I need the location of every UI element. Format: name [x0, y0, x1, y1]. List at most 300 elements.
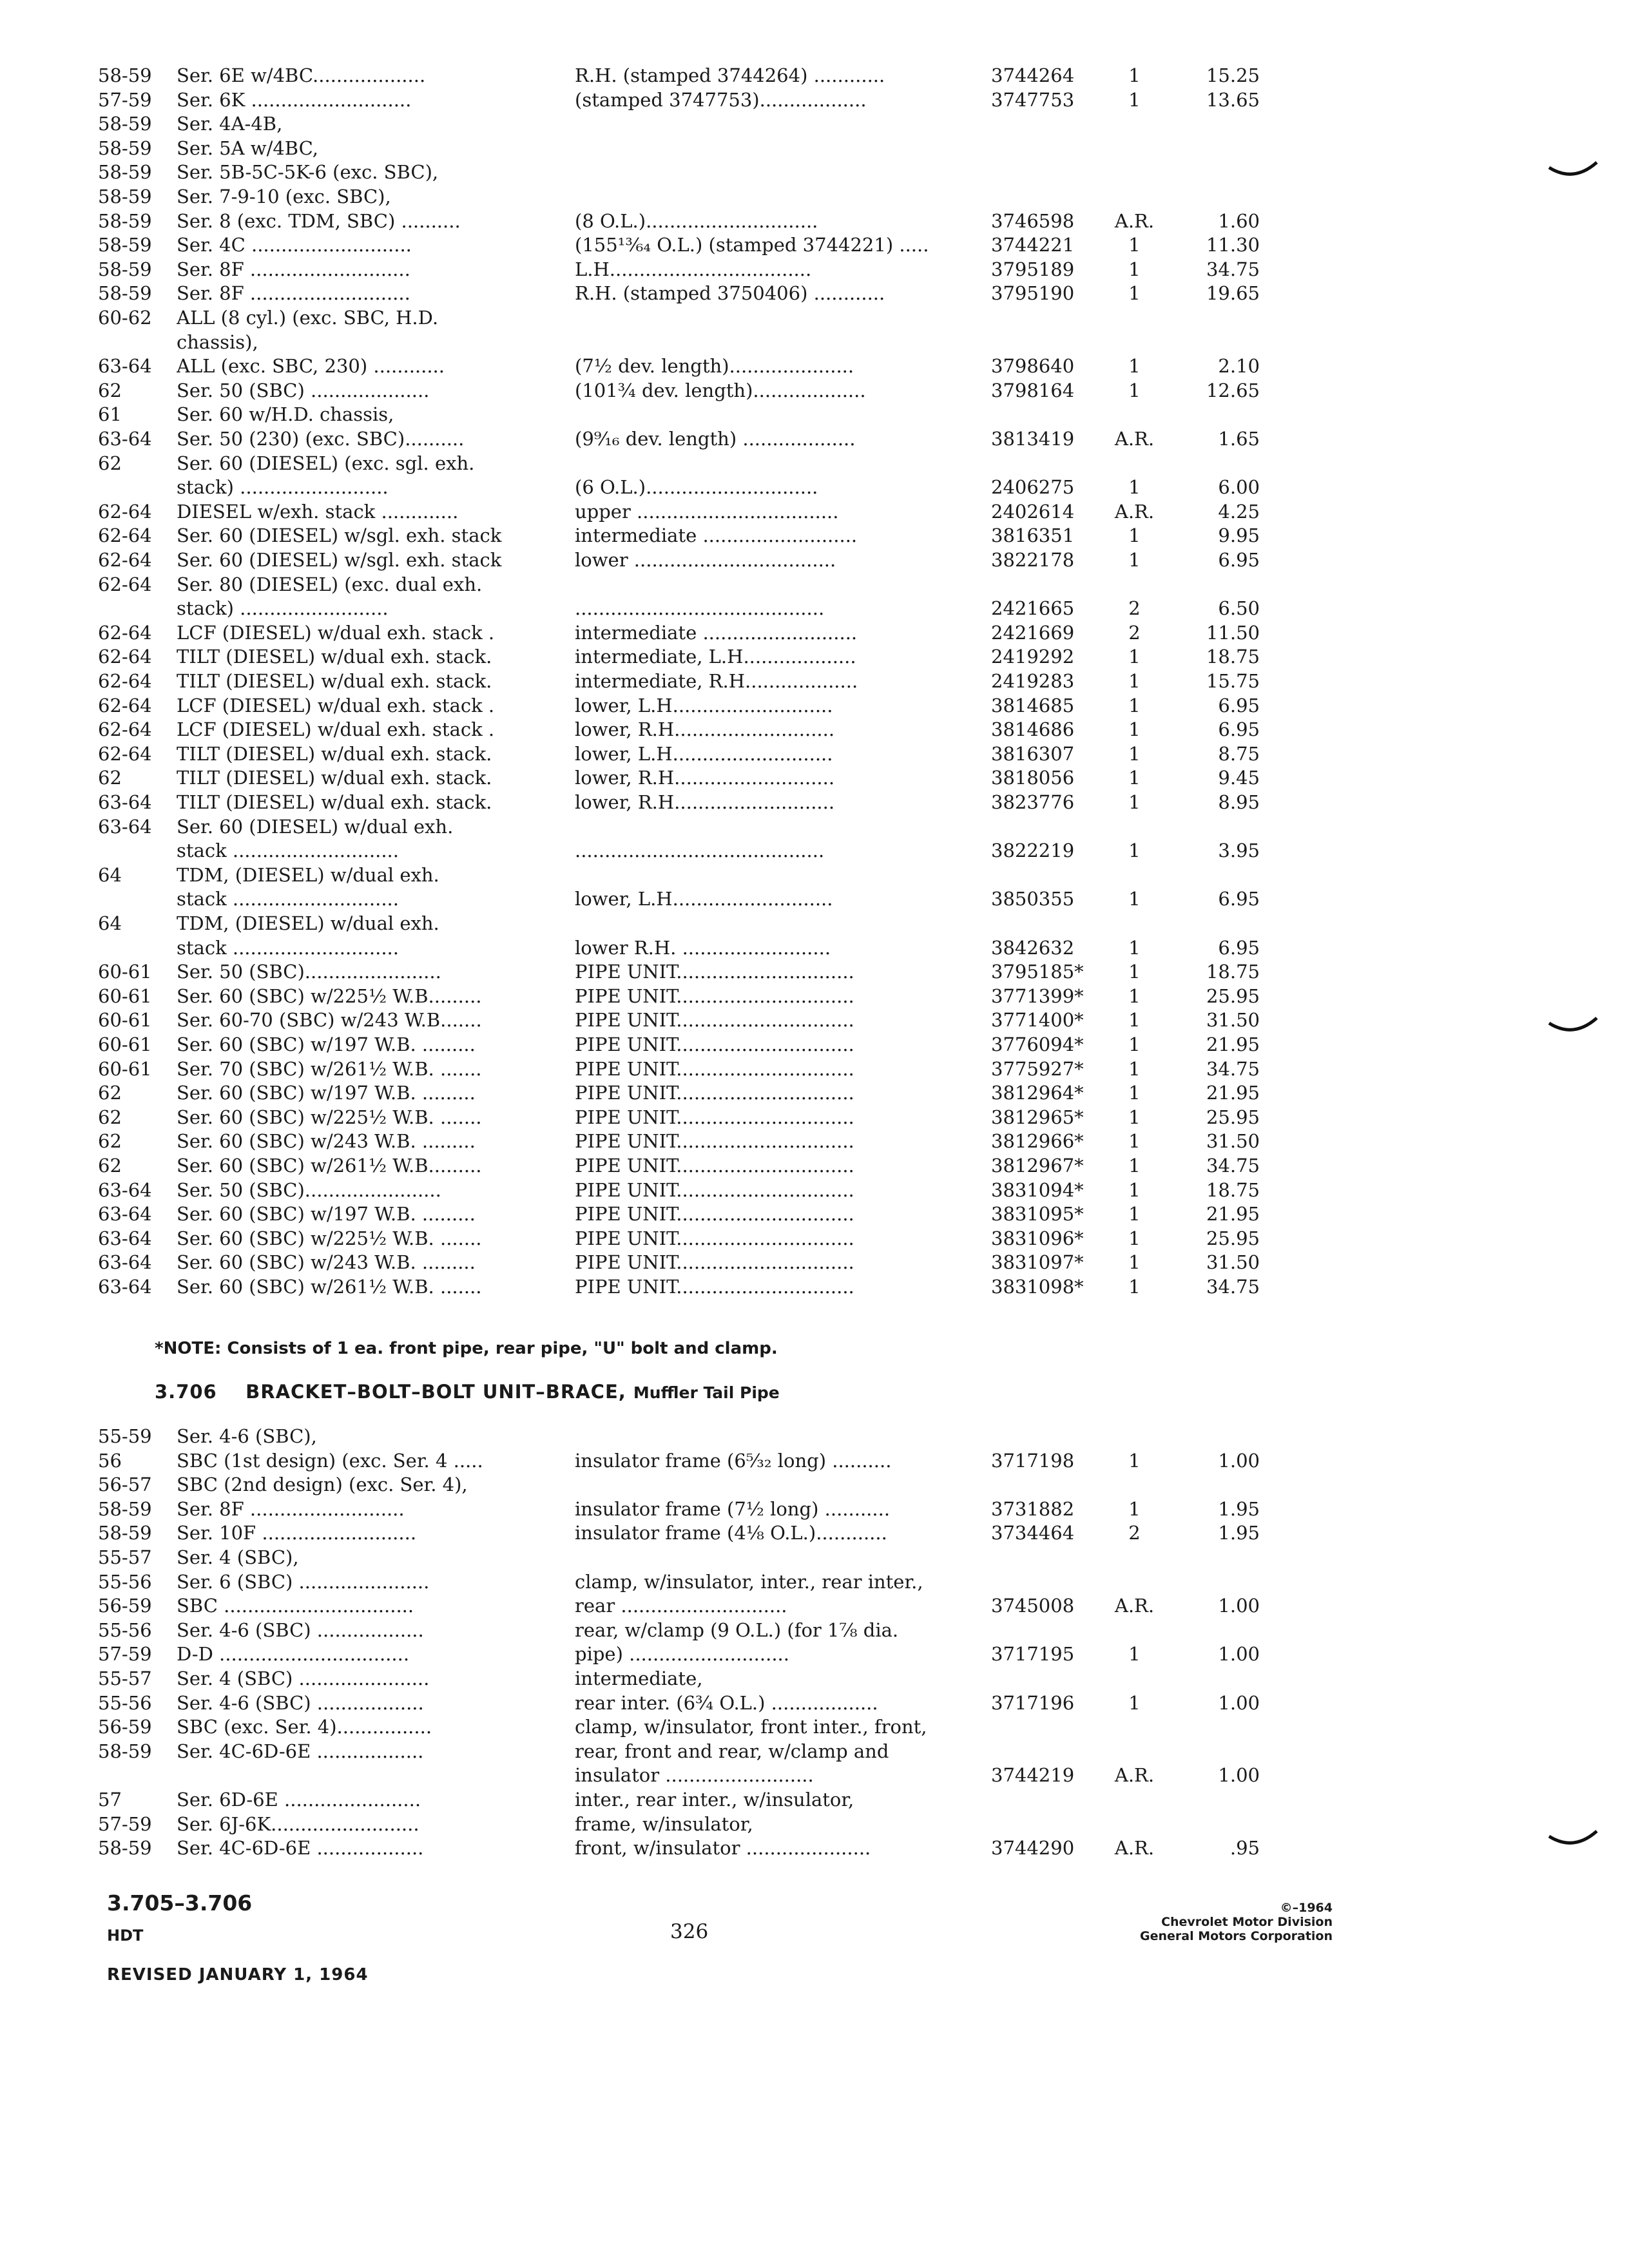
- part-number: 2419292: [991, 646, 1075, 668]
- part-number: 3812967*: [991, 1155, 1084, 1177]
- price: 9.95: [1218, 524, 1260, 547]
- quantity: 2: [1128, 621, 1141, 644]
- part-number: 3734464: [991, 1522, 1075, 1544]
- table-row: [0, 572, 1629, 597]
- quantity: 1: [1128, 1691, 1141, 1714]
- price: 1.00: [1218, 1764, 1260, 1787]
- part-number: 3717196: [991, 1691, 1075, 1714]
- table-row: [0, 1497, 1629, 1521]
- price: 15.25: [1206, 64, 1260, 86]
- model-application: ALL (8 cyl.) (exc. SBC, H.D.: [177, 307, 439, 329]
- price: 1.95: [1218, 1522, 1260, 1544]
- model-application: stack) .........................: [177, 476, 389, 499]
- quantity: 1: [1128, 742, 1141, 765]
- quantity: 2: [1128, 597, 1141, 620]
- quantity: 1: [1128, 936, 1141, 959]
- quantity: A.R.: [1114, 209, 1155, 232]
- year-range: 64: [98, 912, 122, 934]
- model-application: Ser. 60 (DIESEL) w/dual exh.: [177, 815, 454, 838]
- year-range: 62-64: [98, 670, 152, 692]
- price: 19.65: [1206, 282, 1260, 305]
- model-application: SBC ................................: [177, 1595, 414, 1617]
- year-range: 55-56: [98, 1691, 152, 1714]
- part-number: 3812964*: [991, 1082, 1084, 1104]
- table-row: [0, 499, 1629, 524]
- table-row: [0, 354, 1629, 378]
- table-row: [0, 838, 1629, 863]
- table-row: [0, 742, 1629, 766]
- year-range: 57-59: [98, 1643, 152, 1666]
- model-application: Ser. 4A-4B,: [177, 113, 283, 135]
- table-row: [0, 548, 1629, 572]
- model-application: Ser. 60 (DIESEL) (exc. sgl. exh.: [177, 452, 475, 474]
- model-application: Ser. 4-6 (SBC),: [177, 1425, 317, 1447]
- part-description: (155¹³⁄₆₄ O.L.) (stamped 3744221) .....: [575, 234, 929, 256]
- model-application: Ser. 7-9-10 (exc. SBC),: [177, 186, 391, 207]
- model-application: ALL (exc. SBC, 230) ............: [177, 355, 445, 378]
- year-range: 63-64: [98, 1276, 152, 1298]
- year-range: 62-64: [98, 500, 152, 523]
- price: 1.00: [1218, 1595, 1260, 1617]
- table-row: [0, 427, 1629, 451]
- table-row: [0, 1178, 1629, 1202]
- year-range: 56: [98, 1449, 122, 1472]
- part-number: 3816307: [991, 742, 1075, 765]
- part-number: 3831098*: [991, 1276, 1084, 1298]
- part-description: PIPE UNIT..............................: [575, 961, 854, 983]
- table-row: [0, 136, 1629, 160]
- quantity: 1: [1128, 1009, 1141, 1032]
- quantity: 1: [1128, 670, 1141, 692]
- model-application: Ser. 50 (SBC) ....................: [177, 379, 430, 401]
- model-application: Ser. 50 (230) (exc. SBC)..........: [177, 428, 465, 450]
- model-application: Ser. 80 (DIESEL) (exc. dual exh.: [177, 573, 483, 595]
- part-description: pipe) ...........................: [575, 1643, 789, 1666]
- part-description: (7½ dev. length).....................: [575, 355, 854, 378]
- part-description: rear ............................: [575, 1595, 787, 1617]
- part-description: insulator frame (4⅛ O.L.)............: [575, 1522, 887, 1544]
- part-description: intermediate,: [575, 1667, 703, 1689]
- model-application: stack ............................: [177, 840, 399, 862]
- table-row: [0, 1570, 1629, 1594]
- year-range: 62: [98, 1155, 122, 1177]
- quantity: 1: [1128, 1130, 1141, 1153]
- price: 34.75: [1206, 258, 1260, 280]
- table-row: [0, 1226, 1629, 1251]
- part-number: 3795189: [991, 258, 1075, 280]
- price: 6.50: [1218, 597, 1260, 620]
- price: 3.95: [1218, 840, 1260, 862]
- model-application: Ser. 8F ..........................: [177, 1497, 405, 1520]
- part-number: 3850355: [991, 888, 1075, 910]
- part-number: 3747753: [991, 88, 1075, 111]
- part-number: 3744221: [991, 234, 1075, 256]
- price: 25.95: [1206, 1106, 1260, 1128]
- part-description: ..........................................: [575, 840, 825, 862]
- year-range: 56-57: [98, 1474, 152, 1496]
- table-row: [0, 1129, 1629, 1153]
- price: 13.65: [1206, 88, 1260, 111]
- price: 1.95: [1218, 1497, 1260, 1520]
- year-range: 58-59: [98, 234, 152, 256]
- quantity: 1: [1128, 1251, 1141, 1274]
- price: 2.10: [1218, 355, 1260, 378]
- year-range: 55-57: [98, 1667, 152, 1689]
- model-application: Ser. 4-6 (SBC) ..................: [177, 1619, 424, 1641]
- table-row: [0, 330, 1629, 354]
- quantity: 1: [1128, 1497, 1141, 1520]
- part-description: lower R.H. .........................: [575, 936, 831, 959]
- part-number: 3822178: [991, 549, 1075, 571]
- part-number: 3822219: [991, 840, 1075, 862]
- year-range: 55-57: [98, 1546, 152, 1568]
- footnote: *NOTE: Consists of 1 ea. front pipe, rear pipe, "U" bolt and clamp.: [155, 1339, 778, 1358]
- price: 8.75: [1218, 742, 1260, 765]
- part-description: PIPE UNIT..............................: [575, 1227, 854, 1249]
- year-range: 60-61: [98, 1033, 152, 1055]
- model-application: Ser. 5A w/4BC,: [177, 137, 319, 159]
- quantity: 1: [1128, 1155, 1141, 1177]
- table-row: [0, 1448, 1629, 1473]
- model-application: Ser. 4C-6D-6E ..................: [177, 1837, 424, 1860]
- part-description: insulator frame (7½ long) ...........: [575, 1497, 891, 1520]
- table-row: [0, 1081, 1629, 1105]
- part-description: L.H..................................: [575, 258, 812, 280]
- price: 6.95: [1218, 718, 1260, 741]
- price: 21.95: [1206, 1082, 1260, 1104]
- part-description: clamp, w/insulator, inter., rear inter.,: [575, 1570, 923, 1593]
- part-description: PIPE UNIT..............................: [575, 1178, 854, 1201]
- year-range: 64: [98, 863, 122, 886]
- part-number: 3812966*: [991, 1130, 1084, 1153]
- year-range: 63-64: [98, 791, 152, 813]
- part-description: lower, L.H...........................: [575, 694, 833, 716]
- quantity: 1: [1128, 88, 1141, 111]
- part-number: 3744290: [991, 1837, 1075, 1860]
- price: 31.50: [1206, 1251, 1260, 1274]
- table-row: [0, 693, 1629, 718]
- price: 1.00: [1218, 1643, 1260, 1666]
- year-range: 58-59: [98, 64, 152, 86]
- year-range: 58-59: [98, 186, 152, 207]
- model-application: Ser. 60 (SBC) w/225½ W.B.........: [177, 985, 482, 1007]
- section-number: 3.706: [155, 1381, 217, 1403]
- model-application: Ser. 8F ...........................: [177, 282, 410, 305]
- part-description: (stamped 3747753)..................: [575, 88, 867, 111]
- price: 18.75: [1206, 646, 1260, 668]
- part-description: PIPE UNIT..............................: [575, 1155, 854, 1177]
- table-row: [0, 184, 1629, 209]
- part-number: 3795190: [991, 282, 1075, 305]
- model-application: TILT (DIESEL) w/dual exh. stack.: [177, 791, 492, 813]
- table-row: [0, 1008, 1629, 1032]
- part-description: intermediate, R.H...................: [575, 670, 858, 692]
- part-description: ..........................................: [575, 597, 825, 620]
- part-number: 3717195: [991, 1643, 1075, 1666]
- model-application: Ser. 60 (SBC) w/243 W.B. .........: [177, 1251, 476, 1274]
- table-row: [0, 1250, 1629, 1274]
- table-row: [0, 765, 1629, 790]
- part-description: rear, w/clamp (9 O.L.) (for 1⅞ dia.: [575, 1619, 899, 1641]
- publisher-corporation: General Motors Corporation: [1140, 1929, 1333, 1943]
- quantity: 1: [1128, 840, 1141, 862]
- part-number: 2421669: [991, 621, 1075, 644]
- part-description: (9⁹⁄₁₆ dev. length) ...................: [575, 428, 856, 450]
- model-application: Ser. 60 (SBC) w/225½ W.B. .......: [177, 1106, 482, 1128]
- part-description: lower, L.H...........................: [575, 742, 833, 765]
- table-row: [0, 596, 1629, 620]
- quantity: 1: [1128, 1276, 1141, 1298]
- quantity: 2: [1128, 1522, 1141, 1544]
- table-row: [0, 1691, 1629, 1715]
- part-description: intermediate ..........................: [575, 621, 858, 644]
- model-application: Ser. 60 (SBC) w/261½ W.B. .......: [177, 1276, 482, 1298]
- quantity: 1: [1128, 1033, 1141, 1055]
- quantity: 1: [1128, 694, 1141, 716]
- table-row: [0, 475, 1629, 499]
- year-range: 60-61: [98, 1009, 152, 1032]
- model-application: Ser. 6K ...........................: [177, 88, 412, 111]
- part-description: R.H. (stamped 3744264) ............: [575, 64, 885, 86]
- table-row: [0, 1642, 1629, 1666]
- part-description: rear inter. (6¾ O.L.) ..................: [575, 1691, 878, 1714]
- part-description: intermediate, L.H...................: [575, 646, 856, 668]
- table-row: [0, 620, 1629, 645]
- table-row: [0, 1836, 1629, 1860]
- quantity: 1: [1128, 379, 1141, 401]
- binder-mark: [1548, 1830, 1598, 1849]
- part-number: 3818056: [991, 767, 1075, 789]
- part-description: R.H. (stamped 3750406) ............: [575, 282, 885, 305]
- model-application: TILT (DIESEL) w/dual exh. stack.: [177, 742, 492, 765]
- year-range: 55-59: [98, 1425, 152, 1447]
- part-number: 2402614: [991, 500, 1075, 523]
- part-number: 2421665: [991, 597, 1075, 620]
- year-range: 62-64: [98, 646, 152, 668]
- price: 34.75: [1206, 1155, 1260, 1177]
- model-application: Ser. 10F ..........................: [177, 1522, 417, 1544]
- table-row: [0, 717, 1629, 742]
- part-number: 3775927*: [991, 1057, 1084, 1080]
- model-application: DIESEL w/exh. stack .............: [177, 500, 459, 523]
- year-range: 58-59: [98, 1497, 152, 1520]
- price: 4.25: [1218, 500, 1260, 523]
- part-number: 3814686: [991, 718, 1075, 741]
- table-row: [0, 1105, 1629, 1129]
- year-range: 55-56: [98, 1570, 152, 1593]
- table-row: [0, 88, 1629, 112]
- part-number: 3842632: [991, 936, 1075, 959]
- publisher-division: Chevrolet Motor Division: [1161, 1915, 1333, 1929]
- price: 34.75: [1206, 1057, 1260, 1080]
- price: 1.00: [1218, 1691, 1260, 1714]
- year-range: 63-64: [98, 1203, 152, 1225]
- part-number: 3745008: [991, 1595, 1075, 1617]
- part-number: 3744219: [991, 1764, 1075, 1787]
- part-number: 3744264: [991, 64, 1075, 86]
- year-range: 60-61: [98, 961, 152, 983]
- part-number: 3731882: [991, 1497, 1075, 1520]
- price: 21.95: [1206, 1033, 1260, 1055]
- part-number: 3771400*: [991, 1009, 1084, 1032]
- table-row: [0, 1787, 1629, 1812]
- table-row: [0, 1618, 1629, 1642]
- quantity: 1: [1128, 476, 1141, 499]
- price: 31.50: [1206, 1130, 1260, 1153]
- year-range: 58-59: [98, 1522, 152, 1544]
- footer-publisher: [1140, 1901, 1333, 1943]
- quantity: 1: [1128, 985, 1141, 1007]
- part-description: lower, R.H...........................: [575, 718, 835, 741]
- year-range: 62: [98, 767, 122, 789]
- part-description: PIPE UNIT..............................: [575, 1203, 854, 1225]
- part-description: (8 O.L.).............................: [575, 209, 818, 232]
- part-number: 3831096*: [991, 1227, 1084, 1249]
- year-range: 61: [98, 403, 122, 426]
- year-range: 60-62: [98, 307, 152, 329]
- year-range: 58-59: [98, 137, 152, 159]
- table-row: [0, 160, 1629, 184]
- year-range: 57-59: [98, 88, 152, 111]
- table-row: [0, 209, 1629, 233]
- part-number: 3812965*: [991, 1106, 1084, 1128]
- table-row: [0, 790, 1629, 814]
- part-number: 3814685: [991, 694, 1075, 716]
- model-application: LCF (DIESEL) w/dual exh. stack .: [177, 621, 495, 644]
- price: 25.95: [1206, 985, 1260, 1007]
- part-description: inter., rear inter., w/insulator,: [575, 1789, 854, 1811]
- price: 1.60: [1218, 209, 1260, 232]
- part-description: (6 O.L.).............................: [575, 476, 818, 499]
- year-range: 63-64: [98, 815, 152, 838]
- part-description: lower, R.H...........................: [575, 791, 835, 813]
- table-row: [0, 984, 1629, 1008]
- table-row: [0, 1715, 1629, 1739]
- table-row: [0, 281, 1629, 305]
- model-application: Ser. 4 (SBC),: [177, 1546, 299, 1568]
- binder-mark: [1548, 1017, 1598, 1036]
- table-row: [0, 378, 1629, 403]
- model-application: Ser. 60 (DIESEL) w/sgl. exh. stack: [177, 549, 502, 571]
- model-application: TILT (DIESEL) w/dual exh. stack.: [177, 646, 492, 668]
- table-row: [0, 1812, 1629, 1836]
- part-description: PIPE UNIT..............................: [575, 1033, 854, 1055]
- model-application: Ser. 5B-5C-5K-6 (exc. SBC),: [177, 161, 439, 184]
- quantity: 1: [1128, 549, 1141, 571]
- model-application: LCF (DIESEL) w/dual exh. stack .: [177, 694, 495, 716]
- model-application: chassis),: [177, 331, 258, 353]
- quantity: 1: [1128, 258, 1141, 280]
- year-range: 55-56: [98, 1619, 152, 1641]
- quantity: 1: [1128, 1643, 1141, 1666]
- quantity: A.R.: [1114, 500, 1155, 523]
- part-number: 3831094*: [991, 1178, 1084, 1201]
- model-application: stack) .........................: [177, 597, 389, 620]
- year-range: 62: [98, 379, 122, 401]
- footer-section-code: 3.705–3.706: [107, 1890, 253, 1916]
- year-range: 58-59: [98, 113, 152, 135]
- part-number: 3798164: [991, 379, 1075, 401]
- model-application: Ser. 60 w/H.D. chassis,: [177, 403, 394, 426]
- price: 11.30: [1206, 234, 1260, 256]
- model-application: TILT (DIESEL) w/dual exh. stack.: [177, 767, 492, 789]
- year-range: 62: [98, 1130, 122, 1153]
- year-range: 62-64: [98, 694, 152, 716]
- table-row: [0, 523, 1629, 548]
- price: 6.00: [1218, 476, 1260, 499]
- year-range: 58-59: [98, 209, 152, 232]
- year-range: 60-61: [98, 985, 152, 1007]
- model-application: stack ............................: [177, 936, 399, 959]
- part-description: lower, R.H...........................: [575, 767, 835, 789]
- model-application: Ser. 60 (SBC) w/197 W.B. .........: [177, 1203, 476, 1225]
- quantity: 1: [1128, 524, 1141, 547]
- quantity: 1: [1128, 1178, 1141, 1201]
- table-row: [0, 1521, 1629, 1545]
- part-description: insulator .........................: [575, 1764, 814, 1787]
- model-application: Ser. 60 (SBC) w/261½ W.B.........: [177, 1155, 482, 1177]
- year-range: 62: [98, 1106, 122, 1128]
- quantity: 1: [1128, 282, 1141, 305]
- table-row: [0, 1057, 1629, 1081]
- part-number: 3831097*: [991, 1251, 1084, 1274]
- part-number: 3746598: [991, 209, 1075, 232]
- part-description: clamp, w/insulator, front inter., front,: [575, 1716, 927, 1738]
- part-description: lower ..................................: [575, 549, 836, 571]
- model-application: Ser. 60 (SBC) w/243 W.B. .........: [177, 1130, 476, 1153]
- part-description: PIPE UNIT..............................: [575, 1009, 854, 1032]
- part-number: 3816351: [991, 524, 1075, 547]
- quantity: 1: [1128, 961, 1141, 983]
- table-row: [0, 63, 1629, 88]
- price: 1.65: [1218, 428, 1260, 450]
- year-range: 60-61: [98, 1057, 152, 1080]
- price: 6.95: [1218, 936, 1260, 959]
- year-range: 62-64: [98, 573, 152, 595]
- quantity: 1: [1128, 767, 1141, 789]
- part-description: rear, front and rear, w/clamp and: [575, 1740, 889, 1762]
- footer-hdt: HDT: [107, 1927, 144, 1945]
- year-range: 63-64: [98, 1251, 152, 1274]
- section-heading: [155, 1381, 780, 1403]
- quantity: A.R.: [1114, 1837, 1155, 1860]
- model-application: Ser. 4C ...........................: [177, 234, 412, 256]
- table-row: [0, 451, 1629, 476]
- quantity: 1: [1128, 888, 1141, 910]
- year-range: 58-59: [98, 282, 152, 305]
- table-row: [0, 1763, 1629, 1787]
- table-row: [0, 1472, 1629, 1497]
- model-application: Ser. 60 (SBC) w/197 W.B. .........: [177, 1082, 476, 1104]
- price: 18.75: [1206, 961, 1260, 983]
- model-application: Ser. 60 (SBC) w/225½ W.B. .......: [177, 1227, 482, 1249]
- table-row: [0, 911, 1629, 936]
- part-description: lower, L.H...........................: [575, 888, 833, 910]
- footer-revised-date: REVISED JANUARY 1, 1964: [107, 1965, 369, 1984]
- model-application: Ser. 70 (SBC) w/261½ W.B. .......: [177, 1057, 482, 1080]
- part-description: PIPE UNIT..............................: [575, 1106, 854, 1128]
- quantity: 1: [1128, 1227, 1141, 1249]
- table-row: [0, 1545, 1629, 1570]
- table-row: [0, 1032, 1629, 1057]
- table-row: [0, 863, 1629, 887]
- model-application: LCF (DIESEL) w/dual exh. stack .: [177, 718, 495, 741]
- price: 6.95: [1218, 549, 1260, 571]
- year-range: 58-59: [98, 1837, 152, 1860]
- part-description: PIPE UNIT..............................: [575, 1082, 854, 1104]
- model-application: stack ............................: [177, 888, 399, 910]
- model-application: Ser. 6 (SBC) ......................: [177, 1570, 430, 1593]
